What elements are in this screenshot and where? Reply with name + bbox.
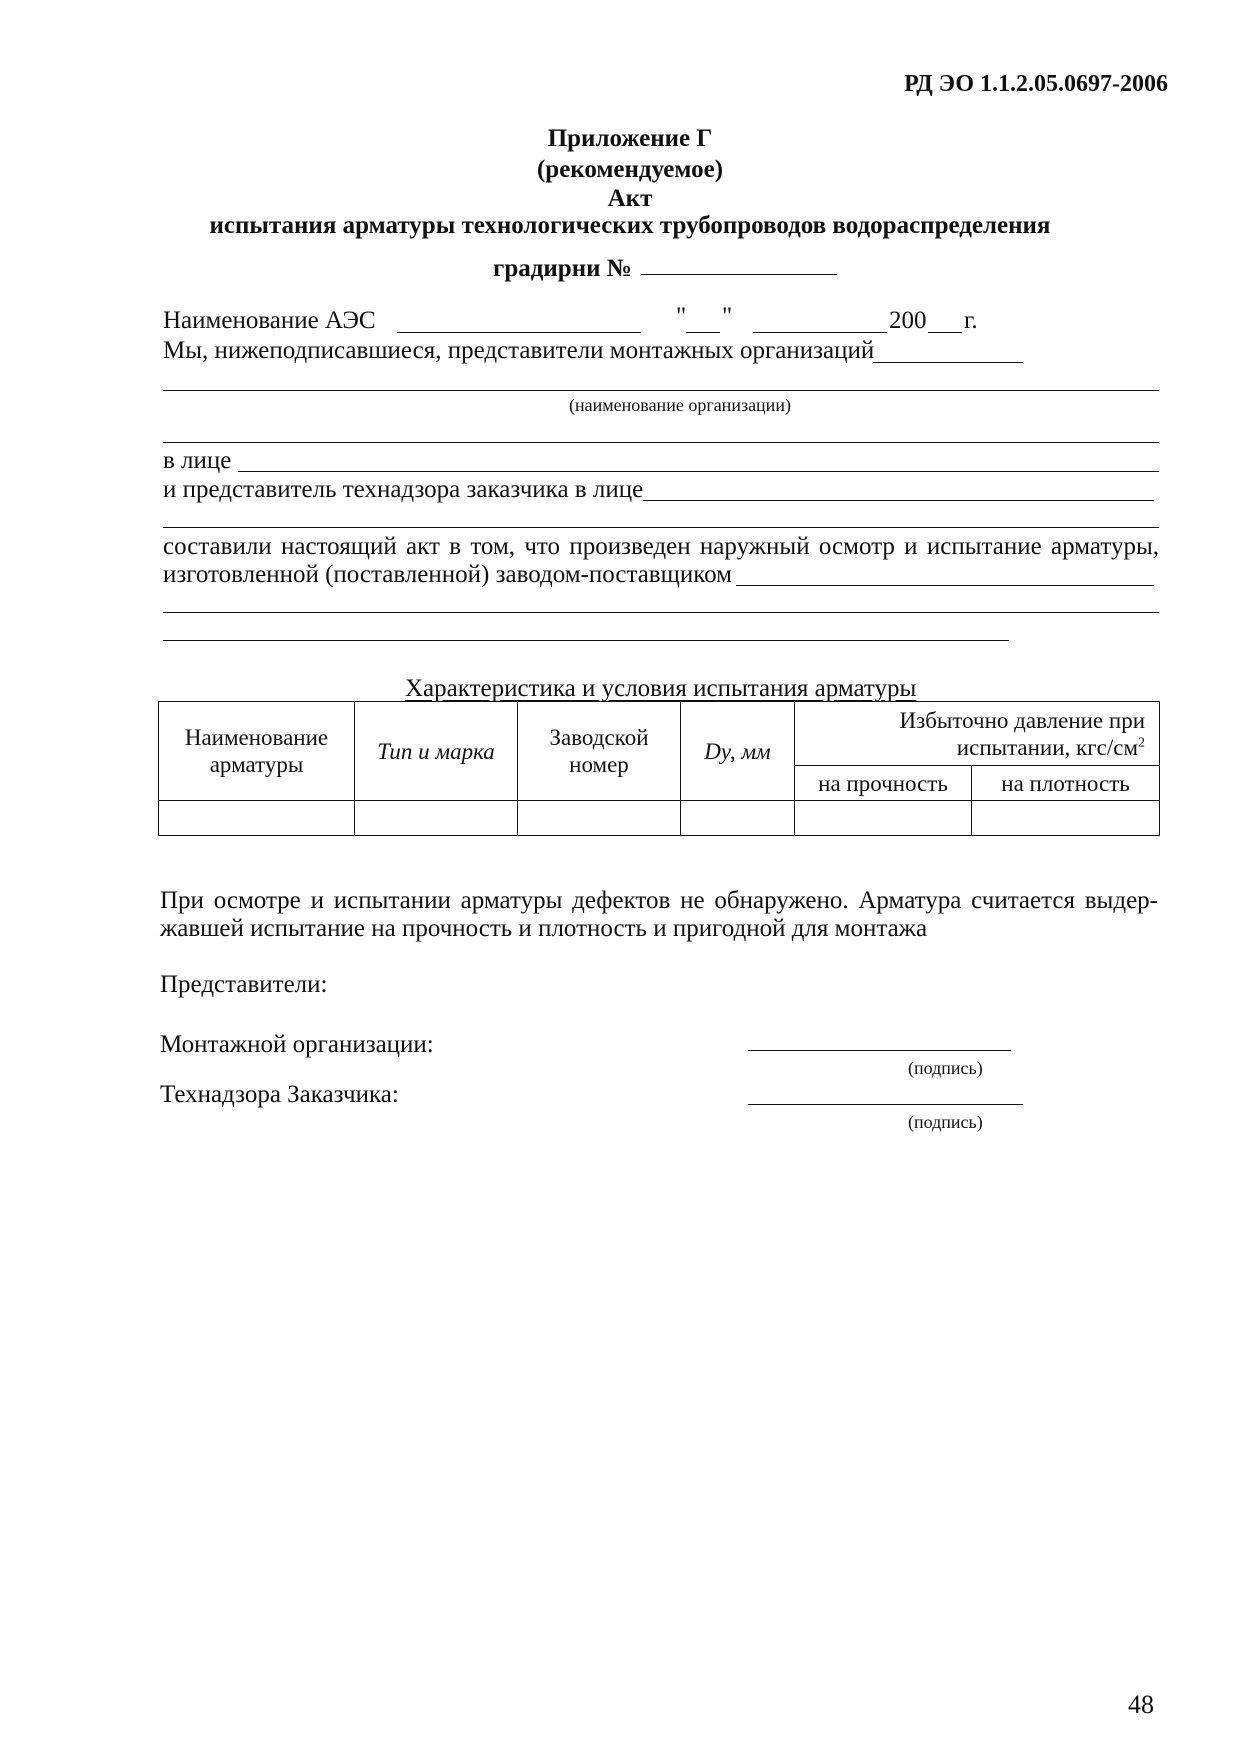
supplier-line-3 <box>163 640 1009 641</box>
installer-signature-hint: (подпись) <box>908 1058 983 1078</box>
header-pressure-text: Избыточно давление при испытании, кгс/см <box>899 707 1146 760</box>
customer-line-2 <box>163 527 1159 528</box>
spec-table <box>158 701 1160 836</box>
date-quote-close: " <box>722 303 733 330</box>
year-field <box>928 332 962 333</box>
number-label: градирни № <box>493 255 632 282</box>
appendix-kind: (рекомендуемое) <box>536 156 724 183</box>
statement-line-1: составили настоящий акт в том, что произведен наружный осмотр и испытание арматуры, <box>163 533 1159 560</box>
date-day-field <box>686 332 720 333</box>
cell-strength[interactable] <box>795 801 972 836</box>
cell-serial[interactable] <box>518 801 681 836</box>
number-field <box>641 274 837 275</box>
act-subject: испытания арматуры технологических трубопроводов водораспределения <box>209 212 1051 239</box>
reps-field <box>873 362 1023 363</box>
header-name: Наименование арматуры <box>159 702 355 801</box>
table-row <box>159 801 1160 836</box>
year-prefix: 200 <box>889 307 927 334</box>
cell-dn[interactable] <box>681 801 795 836</box>
header-pressure <box>795 702 1160 766</box>
cell-type[interactable] <box>355 801 518 836</box>
header-density: на плотность <box>972 766 1160 801</box>
header-dn: Dy, мм <box>681 702 795 801</box>
customer-signature-hint: (подпись) <box>908 1112 983 1132</box>
act-title: Акт <box>607 185 653 212</box>
org-hint: (наименование организации) <box>569 395 791 415</box>
npp-label: Наименование АЭС <box>163 307 376 334</box>
document-code: РД ЭО 1.1.2.05.0697-2006 <box>904 71 1168 97</box>
org-line-1 <box>163 390 1159 391</box>
supplier-field <box>736 585 1154 586</box>
header-serial: Заводской номер <box>518 702 681 801</box>
header-strength: на прочность <box>795 766 972 801</box>
cell-name[interactable] <box>159 801 355 836</box>
person-label: в лице <box>163 447 232 474</box>
npp-field <box>397 332 641 333</box>
representatives-label: Представители: <box>160 971 328 998</box>
customer-sign-label: Технадзора Заказчика: <box>160 1081 399 1108</box>
reps-label: Мы, нижеподписавшиеся, представители монтажных организаций <box>163 337 875 364</box>
header-type: Тип и марка <box>355 702 518 801</box>
conclusion-line-2: жавшей испытание на прочность и плотность и пригодной для монтажа <box>160 915 928 942</box>
table-caption: Характеристика и условия испытания арматуры <box>405 675 917 702</box>
org-line-2 <box>163 442 1159 443</box>
header-pressure-sup: 2 <box>1138 734 1146 750</box>
installer-label: Монтажной организации: <box>160 1031 434 1058</box>
year-suffix: г. <box>964 307 978 334</box>
conclusion-line-1: При осмотре и испытании арматуры дефектов не обнаружено. Арматура считается выдер- <box>160 887 1158 914</box>
appendix-title: Приложение Г <box>547 125 713 152</box>
page-number: 48 <box>1128 1690 1154 1719</box>
date-quote-open: " <box>676 303 687 330</box>
person-field <box>238 471 1159 472</box>
date-month-field <box>753 332 887 333</box>
customer-signature-line[interactable] <box>748 1104 1023 1105</box>
installer-signature-line[interactable] <box>748 1050 1011 1051</box>
supplier-line-2 <box>163 612 1159 613</box>
customer-field <box>643 500 1154 501</box>
statement-line-2: изготовленной (поставленной) заводом-поставщиком <box>163 561 732 588</box>
customer-label: и представитель технадзора заказчика в лице <box>163 476 644 503</box>
cell-density[interactable] <box>972 801 1160 836</box>
